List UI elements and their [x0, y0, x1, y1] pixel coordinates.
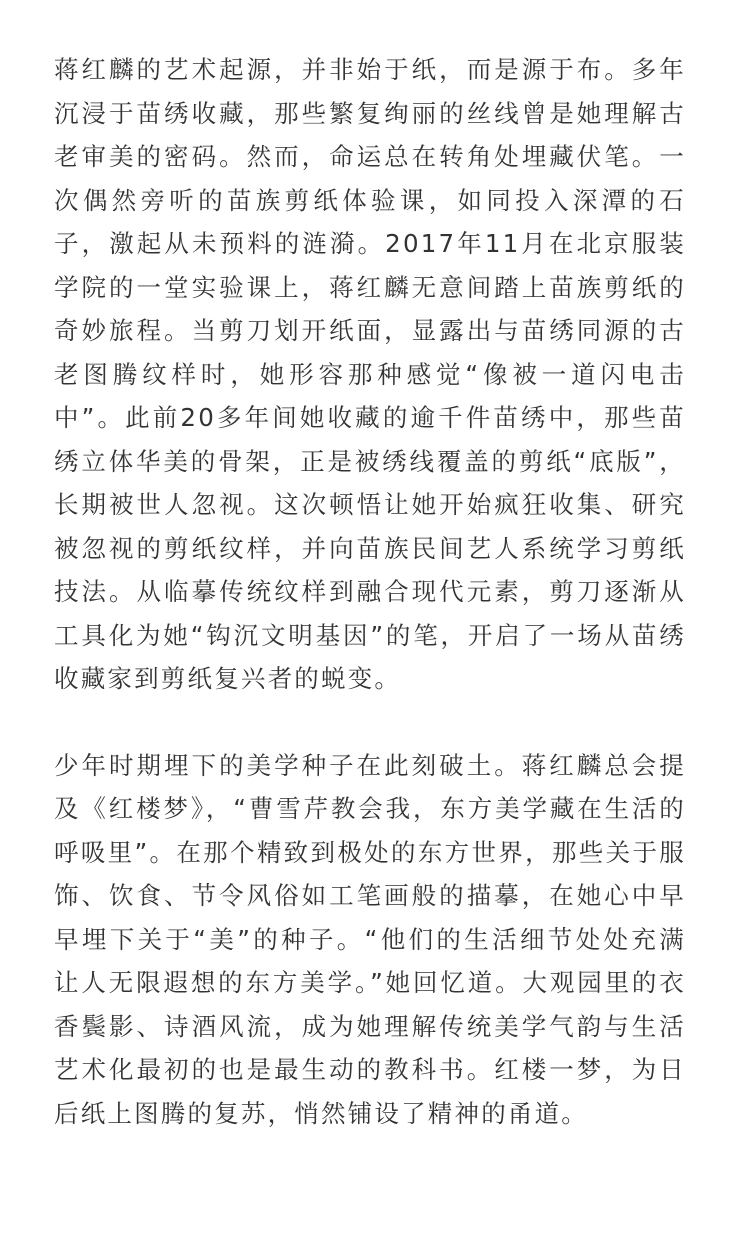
article-body — [54, 48, 686, 1135]
article-paragraph-origin: 蒋红麟的艺术起源，并非始于纸，而是源于布。多年沉浸于苗绣收藏，那些繁复绚丽的丝线曾是她理解古老审美的密码。然而，命运总在转角处埋藏伏笔。一次偶然旁听的苗族剪纸体验课，如同投入深潭的石子，激起从未预料的涟漪。2017年11月在北京服装学院的一堂实验课上，蒋红麟无意间踏上苗族剪纸的奇妙旅程。当剪刀划开纸面，显露出与苗绣同源的古老图腾纹样时，她形容那种感觉“像被一道闪电击中”。此前20多年间她收藏的逾千件苗绣中，那些苗绣立体华美的骨架，正是被绣线覆盖的剪纸“底版”，长期被世人忽视。这次顿悟让她开始疯狂收集、研究被忽视的剪纸纹样，并向苗族民间艺人系统学习剪纸技法。从临摹传统纹样到融合现代元素，剪刀逐渐从工具化为她“钩沉文明基因”的笔，开启了一场从苗绣收藏家到剪纸复兴者的蜕变。 — [54, 55, 686, 693]
article-paragraph-red-mansions: 少年时期埋下的美学种子在此刻破土。蒋红麟总会提及《红楼梦》，“曹雪芹教会我，东方美学藏在生活的呼吸里”。在那个精致到极处的东方世界，那些关于服饰、饮食、节令风俗如工笔画般的描摹，在她心中早早埋下关于“美”的种子。“他们的生活细节处处充满让人无限遐想的东方美学。”她回忆道。大观园里的衣香鬓影、诗酒风流，成为她理解传统美学气韵与生活艺术化最初的也是最生动的教科书。红楼一梦，为日后纸上图腾的复苏，悄然铺设了精神的甬道。 — [54, 750, 686, 1128]
